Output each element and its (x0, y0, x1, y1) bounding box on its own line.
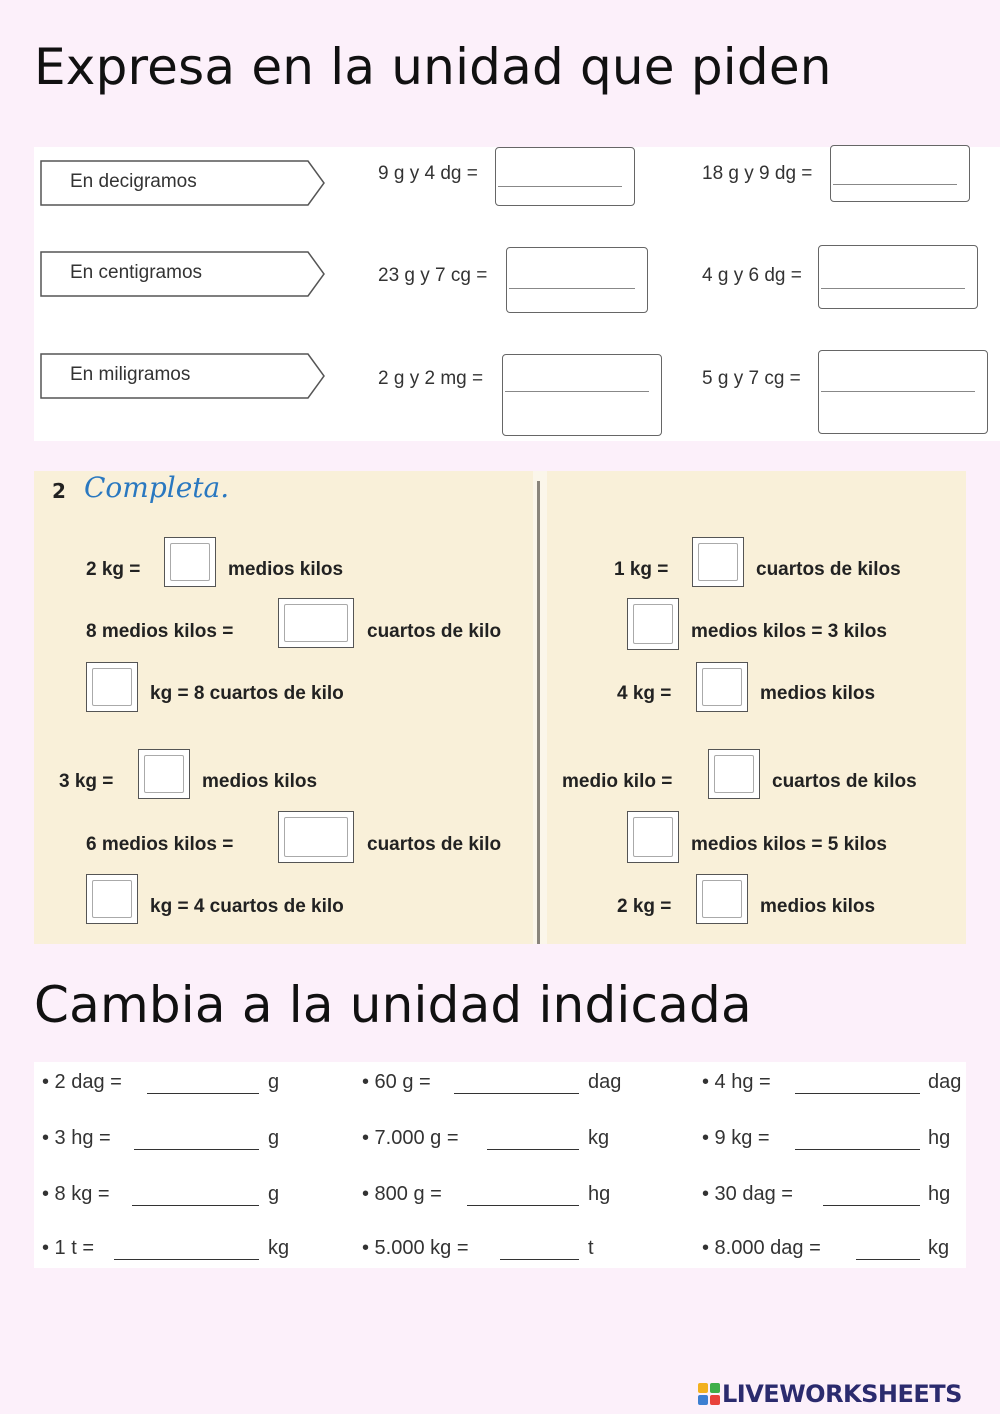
conversion-unit: kg (268, 1237, 290, 1259)
expression: 5 g y 7 cg = (702, 368, 801, 389)
answer-box[interactable] (830, 145, 970, 202)
conversion-exercise (34, 1062, 966, 1268)
conversion-unit: dag (928, 1071, 962, 1093)
conversion-unit: kg (928, 1237, 950, 1259)
conversion-question: • 8 kg = (42, 1183, 110, 1205)
unit-expression-panel (34, 147, 1000, 441)
equation-text: 1 kg = (614, 559, 669, 580)
equation-text: cuartos de kilos (772, 771, 917, 792)
answer-blank[interactable] (487, 1149, 579, 1150)
conversion-question: • 1 t = (42, 1237, 95, 1259)
answer-blank[interactable] (147, 1093, 259, 1094)
conversion-unit: g (268, 1183, 280, 1205)
equation-text: medios kilos = 3 kilos (691, 621, 887, 642)
equation-text: medios kilos (760, 683, 876, 704)
section1-title: Expresa en la unidad que piden (34, 38, 832, 96)
answer-blank[interactable] (823, 1205, 920, 1206)
equation-text: 2 kg = (617, 896, 672, 917)
equation-text: medio kilo = (562, 771, 673, 792)
answer-blank[interactable] (114, 1259, 259, 1260)
answer-box[interactable] (696, 662, 748, 712)
section3-title: Cambia a la unidad indicada (34, 976, 752, 1034)
equation-text: medios kilos = 5 kilos (691, 834, 887, 855)
equation-text: cuartos de kilo (367, 834, 502, 855)
conversion-unit: t (588, 1237, 594, 1259)
conversion-question: • 60 g = (362, 1071, 431, 1093)
tag-centigramos (40, 251, 323, 295)
conversion-question: • 2 dag = (42, 1071, 122, 1093)
answer-blank[interactable] (132, 1205, 259, 1206)
answer-blank[interactable] (454, 1093, 579, 1094)
answer-blank[interactable] (134, 1149, 259, 1150)
equation-text: 6 medios kilos = (86, 834, 234, 855)
answer-box[interactable] (278, 811, 354, 863)
answer-box[interactable] (164, 537, 216, 587)
conversion-question: • 7.000 g = (362, 1127, 459, 1149)
answer-box[interactable] (278, 598, 354, 648)
conversion-question: • 8.000 dag = (702, 1237, 821, 1259)
tag-decigramos (40, 160, 323, 204)
answer-box[interactable] (495, 147, 635, 206)
answer-box[interactable] (696, 874, 748, 924)
expression: 9 g y 4 dg = (378, 163, 478, 184)
completa-exercise (34, 471, 966, 944)
answer-box[interactable] (86, 874, 138, 924)
answer-box[interactable] (818, 350, 988, 434)
answer-box[interactable] (86, 662, 138, 712)
conversion-unit: hg (928, 1183, 951, 1205)
answer-blank[interactable] (467, 1205, 579, 1206)
equation-text: cuartos de kilos (756, 559, 901, 580)
equation-text: cuartos de kilo (367, 621, 502, 642)
exercise-number: 2 (52, 479, 66, 503)
column-divider (537, 481, 540, 944)
logo-text: LIVEWORKSHEETS (722, 1380, 962, 1408)
answer-box[interactable] (708, 749, 760, 799)
answer-blank[interactable] (795, 1093, 920, 1094)
expression: 4 g y 6 dg = (702, 265, 802, 286)
expression: 2 g y 2 mg = (378, 368, 484, 389)
answer-box[interactable] (506, 247, 648, 313)
tag-label: En miligramos (70, 364, 191, 385)
answer-box[interactable] (502, 354, 662, 436)
expression: 23 g y 7 cg = (378, 265, 488, 286)
conversion-unit: hg (588, 1183, 611, 1205)
equation-text: medios kilos (760, 896, 876, 917)
answer-blank[interactable] (795, 1149, 920, 1150)
tag-label: En centigramos (70, 262, 203, 283)
answer-box[interactable] (627, 598, 679, 650)
equation-text: kg = 8 cuartos de kilo (150, 683, 344, 704)
exercise-heading: Completa. (84, 471, 230, 504)
answer-box[interactable] (818, 245, 978, 309)
conversion-unit: kg (588, 1127, 610, 1149)
conversion-question: • 9 kg = (702, 1127, 770, 1149)
equation-text: 8 medios kilos = (86, 621, 234, 642)
answer-box[interactable] (138, 749, 190, 799)
equation-text: 4 kg = (617, 683, 672, 704)
conversion-question: • 5.000 kg = (362, 1237, 469, 1259)
conversion-unit: g (268, 1071, 280, 1093)
conversion-unit: hg (928, 1127, 951, 1149)
conversion-unit: g (268, 1127, 280, 1149)
conversion-question: • 3 hg = (42, 1127, 111, 1149)
equation-text: 3 kg = (59, 771, 114, 792)
conversion-question: • 30 dag = (702, 1183, 793, 1205)
answer-box[interactable] (692, 537, 744, 587)
equation-text: medios kilos (228, 559, 344, 580)
equation-text: medios kilos (202, 771, 318, 792)
expression: 18 g y 9 dg = (702, 163, 813, 184)
tag-miligramos (40, 353, 323, 397)
equation-text: 2 kg = (86, 559, 141, 580)
conversion-unit: dag (588, 1071, 622, 1093)
logo-icon (698, 1383, 720, 1405)
answer-blank[interactable] (856, 1259, 920, 1260)
answer-box[interactable] (627, 811, 679, 863)
conversion-question: • 800 g = (362, 1183, 442, 1205)
conversion-question: • 4 hg = (702, 1071, 771, 1093)
equation-text: kg = 4 cuartos de kilo (150, 896, 344, 917)
tag-label: En decigramos (70, 171, 197, 192)
answer-blank[interactable] (500, 1259, 579, 1260)
